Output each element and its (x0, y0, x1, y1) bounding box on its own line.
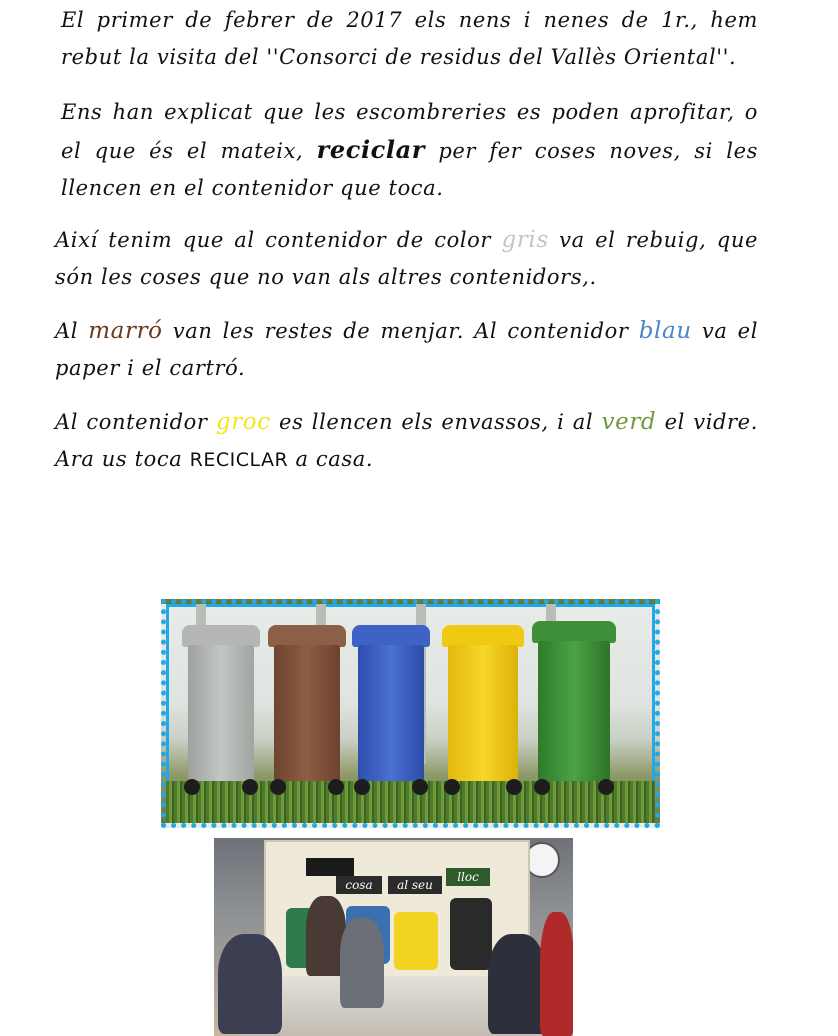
bin-body (274, 645, 340, 781)
bin-wheel (242, 779, 258, 795)
paragraph-visit (55, 2, 758, 76)
document-body (55, 0, 758, 479)
text-segment: Al contenidor (55, 410, 216, 434)
bin-wheel (444, 779, 460, 795)
blue-bin (358, 625, 424, 795)
bin-wheel (328, 779, 344, 795)
bin-wheel (506, 779, 522, 795)
word-marro: marró (88, 318, 163, 344)
word-reciclar: reciclar (316, 135, 426, 164)
word-blau: blau (638, 318, 692, 344)
poster-card: al seu (388, 876, 442, 894)
poster-card: cosa (336, 876, 382, 894)
paragraph-visit-text: El primer de febrer de 2017 els nens i nenes de 1r., hem rebut la visita del ''Consorci de residus del Vallès Oriental''. (61, 8, 758, 69)
bin-lid (268, 625, 346, 647)
bin-lid (442, 625, 524, 647)
text-segment: es llencen els envassos, i al (270, 410, 602, 434)
bin-wheel (270, 779, 286, 795)
paragraph-yellow-green-bins (55, 404, 758, 479)
text-segment: el vidre. Ara us toca (55, 410, 758, 471)
classroom-photo (214, 838, 573, 1036)
word-verd: verd (601, 409, 657, 435)
text-segment: va el rebuig, que són les coses que no van als altres contenidors,. (55, 228, 758, 289)
bin-wheel (598, 779, 614, 795)
gray-bin (188, 625, 254, 795)
yellow-container-cutout (394, 912, 438, 970)
green-bin (538, 621, 610, 795)
text-segment: Ens han explicat que les escombreries es poden aprofitar, o el que és el mateix, (61, 100, 758, 163)
word-groc: groc (215, 409, 271, 435)
bin-body (188, 645, 254, 781)
text-segment: va el paper i el cartró. (55, 319, 759, 380)
bin-lid (352, 625, 430, 647)
word-reciclar-caps: RECICLAR (189, 449, 289, 471)
yellow-bin (448, 625, 518, 795)
child (488, 934, 546, 1034)
bin-lid (532, 621, 616, 643)
text-segment: Al (55, 319, 89, 343)
child (218, 934, 282, 1034)
poster-card-blank (306, 858, 354, 876)
bin-body (538, 641, 610, 781)
black-container-cutout (450, 898, 492, 970)
text-segment: per fer coses noves, si les llencen en el contenidor que toca. (61, 139, 758, 200)
bin-lid (182, 625, 260, 647)
poster-card: lloc (446, 868, 490, 886)
paragraph-brown-blue-bins (55, 313, 758, 387)
bin-wheel (412, 779, 428, 795)
recycling-bins-photo (161, 599, 660, 828)
brown-bin (274, 625, 340, 795)
bin-body (358, 645, 424, 781)
bin-wheel (354, 779, 370, 795)
child (540, 912, 573, 1036)
bin-wheel (534, 779, 550, 795)
text-segment: Així tenim que al contenidor de color (55, 228, 502, 252)
bin-body (448, 645, 518, 781)
paragraph-gray-bin (55, 222, 758, 296)
word-gris: gris (501, 227, 549, 253)
text-segment: van les restes de menjar. Al contenidor (162, 319, 639, 343)
child (340, 918, 384, 1008)
text-segment: a casa. (288, 447, 374, 471)
bin-wheel (184, 779, 200, 795)
paragraph-recycling (55, 94, 758, 207)
